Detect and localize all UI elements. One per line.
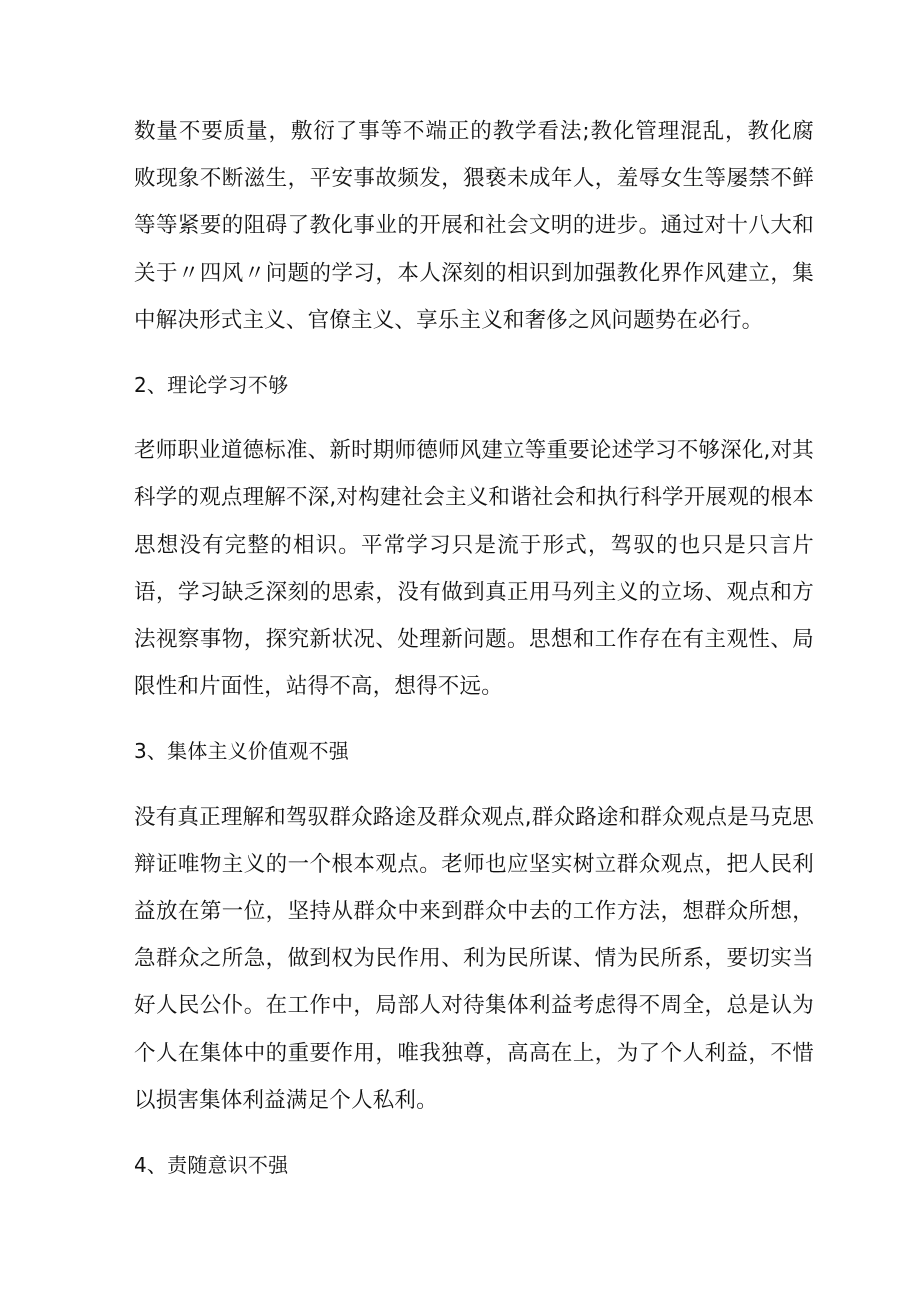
- document-body: [134, 108, 814, 1189]
- section-heading-3: 3、集体主义价值观不强: [134, 739, 349, 764]
- paragraph-2: 老师职业道德标准、新时期师德师风建立等重要论述学习不够深化,对其科学的观点理解不深,对构建社会主义和谐社会和执行科学开展观的根本思想没有完整的相识。平常学习只是流于形式，驾驭的也只是只言片语，学习缺乏深刻的思索，没有做到真正用马列主义的立场、观点和方法视察事物，探究新状况、处理新问题。思想和工作存在有主观性、局限性和片面性，站得不高，想得不远。: [134, 438, 814, 700]
- section-heading-4: 4、责随意识不强: [134, 1153, 289, 1178]
- section-heading-2: 2、理论学习不够: [134, 373, 289, 398]
- paragraph-1: 数量不要质量，敷衍了事等不端正的教学看法;教化管理混乱，教化腐败现象不断滋生，平安事故频发，猥亵未成年人，羞辱女生等屡禁不鲜等等紧要的阻碍了教化事业的开展和社会文明的进步。通过对十八大和关于〃四风〃问题的学习，本人深刻的相识到加强教化界作风建立，集中解决形式主义、官僚主义、享乐主义和奢侈之风问题势在必行。: [134, 119, 814, 333]
- paragraph-3: 没有真正理解和驾驭群众路途及群众观点,群众路途和群众观点是马克思辩证唯物主义的一个根本观点。老师也应坚实树立群众观点，把人民利益放在第一位，坚持从群众中来到群众中去的工作方法，想群众所想，急群众之所急，做到权为民作用、利为民所谋、情为民所系，要切实当好人民公仆。在工作中，局部人对待集体利益考虑得不周全，总是认为个人在集体中的重要作用，唯我独尊，高高在上，为了个人利益，不惜以损害集体利益满足个人私利。: [134, 804, 814, 1113]
